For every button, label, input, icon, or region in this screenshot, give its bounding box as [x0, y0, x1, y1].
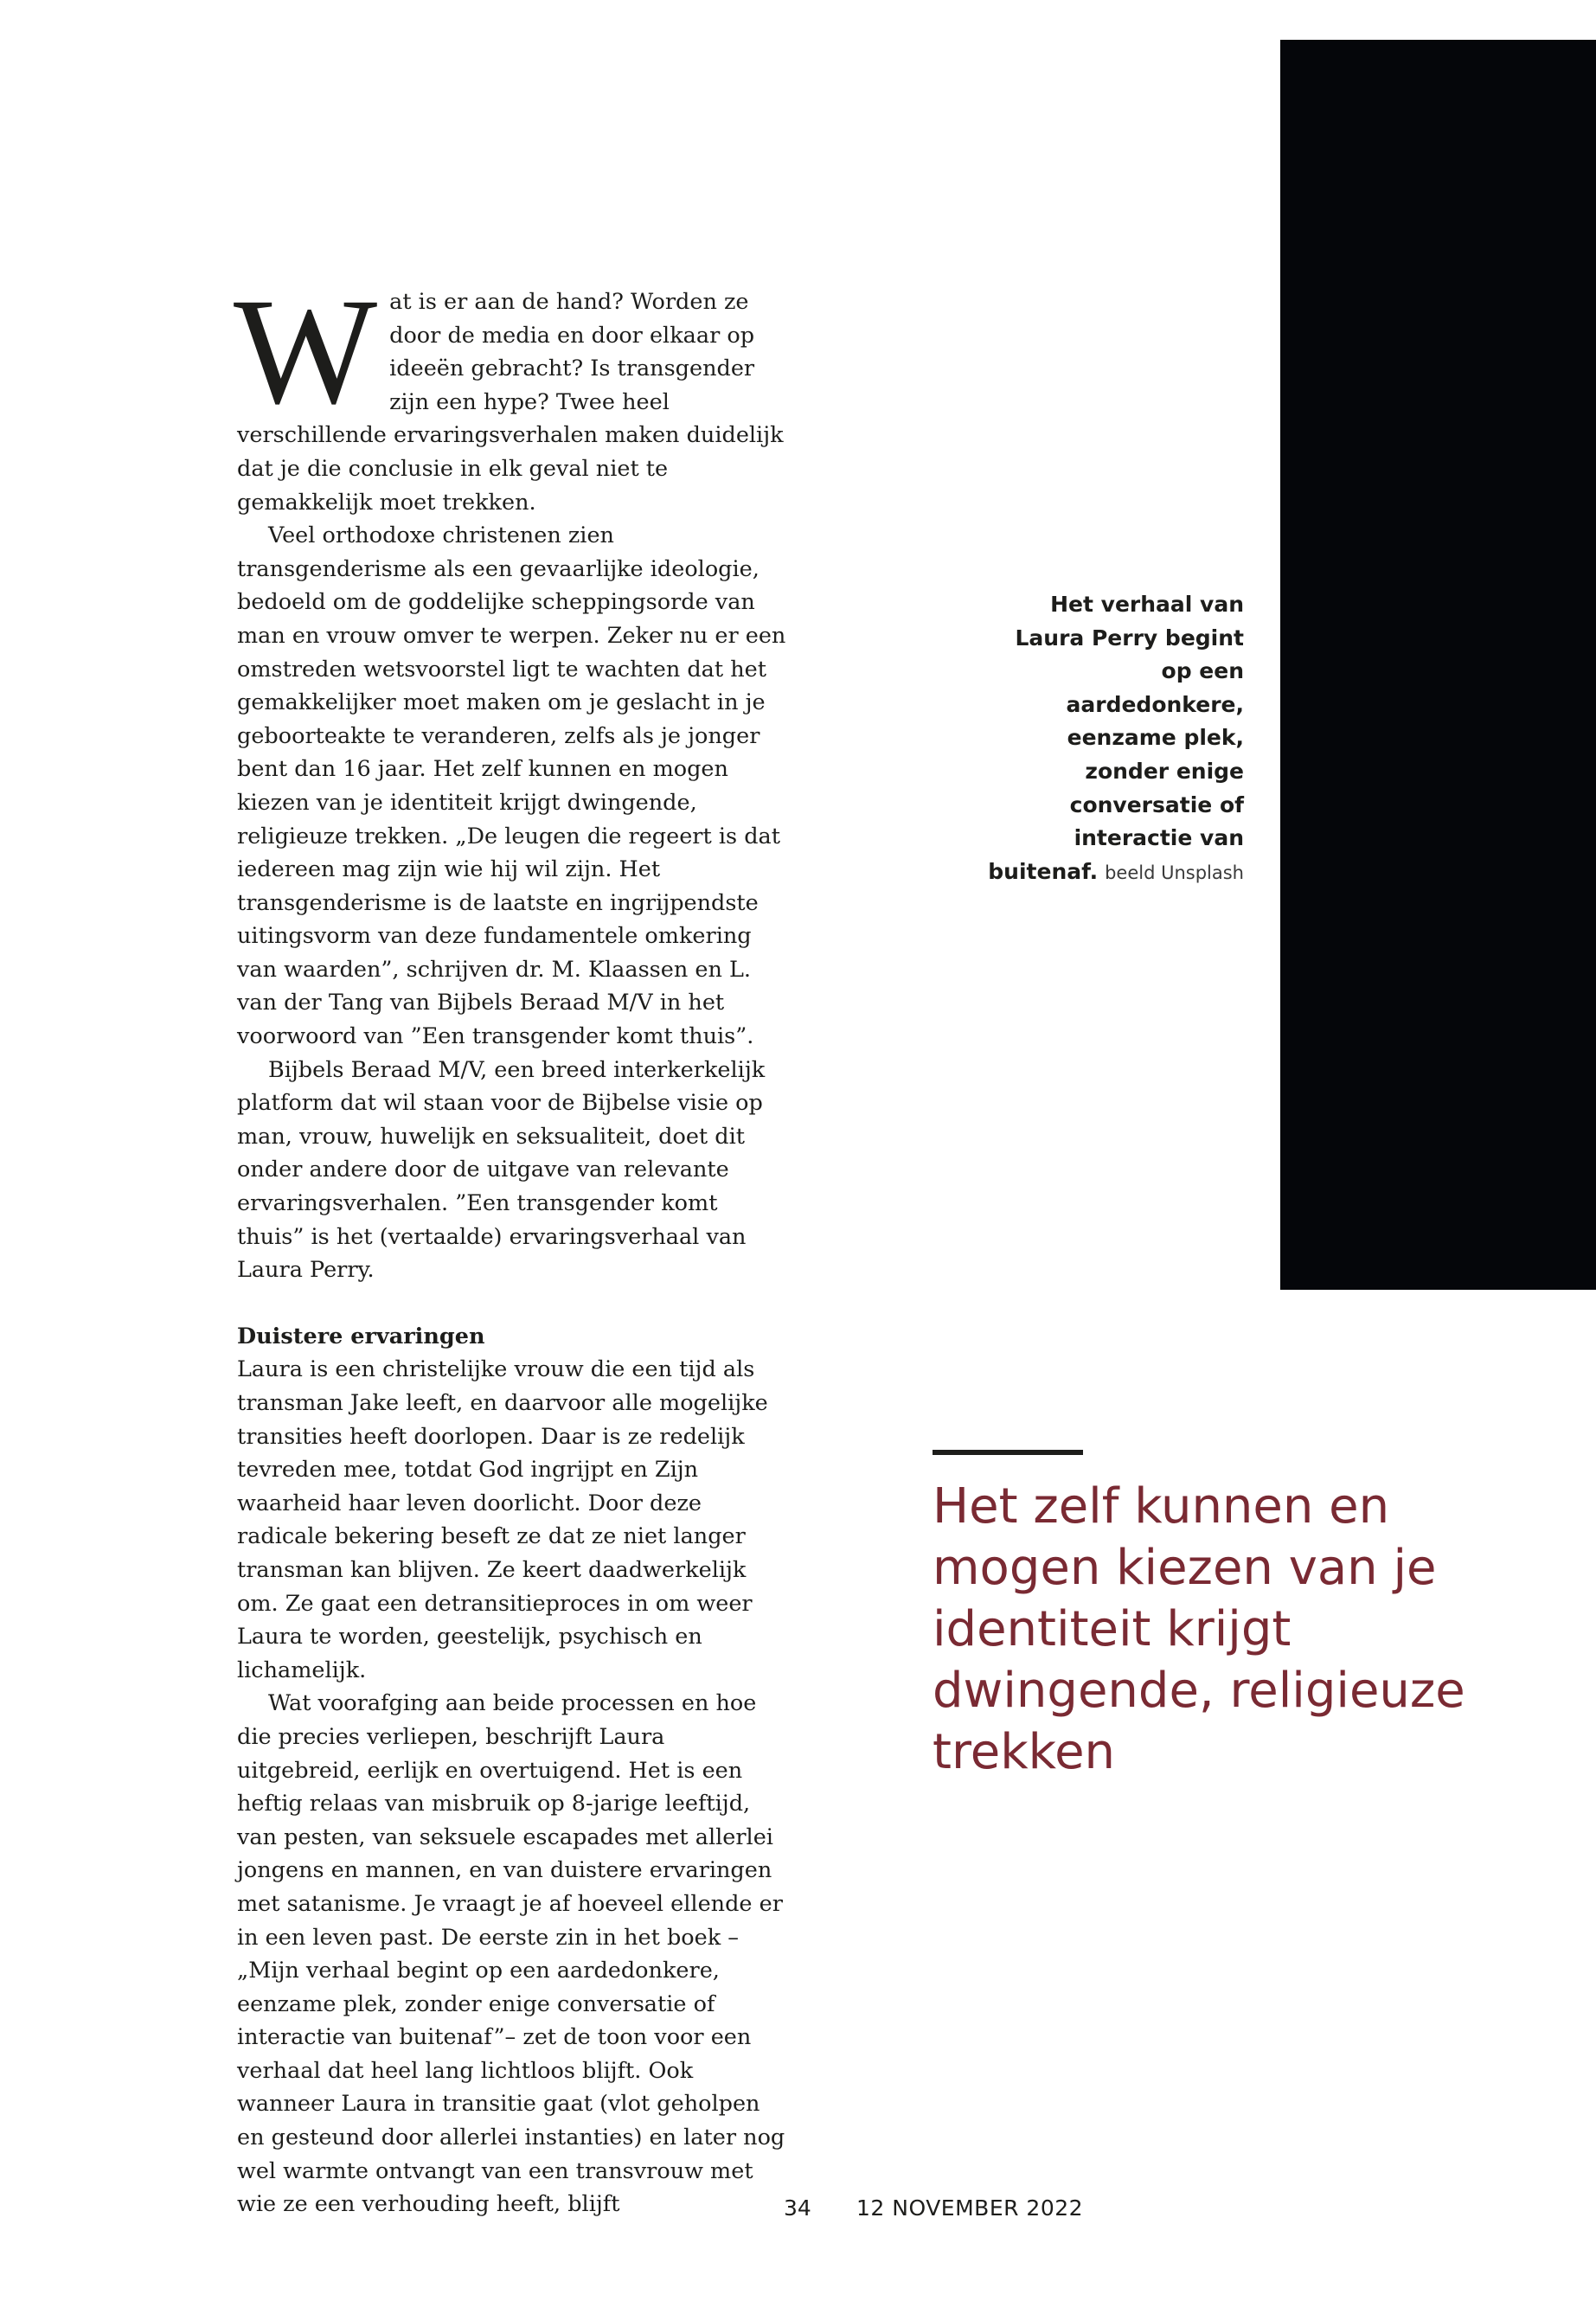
intro-paragraph	[234, 267, 787, 519]
photo-caption	[977, 588, 1244, 889]
pullquote: Het zelf kunnen en mogen kiezen van je identiteit krijgt dwingende, religieuze trekken	[933, 1478, 1465, 1780]
issue-date: 12 NOVEMBER 2022	[856, 2195, 1084, 2221]
paragraph: Veel orthodoxe christenen zien transgenderisme als een gevaarlijke ideologie, bedoeld om de goddelijke scheppingsorde van man en vrouw omver te werpen. Zeker nu er een omstreden wetsvoorstel ligt te wachten dat het gemakkelijker moet maken om je geslacht in je geboorteakte te veranderen, zelfs als je jonger bent dan 16 jaar. Het zelf kunnen en mogen kiezen van je identiteit krijgt dwingende, religieuze trekken. „De leugen die regeert is dat iedereen mag zijn wie hij wil zijn. Het transgenderisme is de laatste en ingrijpendste uitingsvorm van deze fundamentele omkering van waarden”, schrijven dr. M. Klaassen en L. van der Tang van Bijbels Beraad M/V in het voorwoord van ”Een transgender komt thuis”.	[237, 522, 786, 1050]
paragraph: Bijbels Beraad M/V, een breed interkerkelijk platform dat wil staan voor de Bijbelse visie op man, vrouw, huwelijk en seksualiteit, doet dit onder andere door de uitgave van relevante ervaringsverhalen. ”Een transgender komt thuis” is het (vertaalde) ervaringsverhaal van Laura Perry.	[237, 1056, 766, 1284]
intro-text: at is er aan de hand? Worden ze door de media en door elkaar op ideeën gebracht? Is transgender zijn een hype? Twee heel verschillende ervaringsverhalen maken duidelijk dat je die conclusie in elk geval niet te gemakkelijk moet trekken.	[237, 289, 784, 516]
photo-placeholder	[1280, 40, 1596, 1290]
page-number: 34	[784, 2195, 811, 2221]
pullquote-rule	[933, 1450, 1083, 1455]
article-body	[234, 267, 787, 2221]
drop-cap: W	[234, 267, 378, 436]
section-heading: Duistere ervaringen	[237, 1323, 485, 1349]
caption-text: Het verhaal van Laura Perry begint op een aardedonkere, eenzame plek, zonder enige conversatie of interactie van buitenaf.	[988, 592, 1244, 884]
paragraph: Laura is een christelijke vrouw die een tijd als transman Jake leeft, en daarvoor alle mogelijke transities heeft doorlopen. Daar is ze redelijk tevreden mee, totdat God ingrijpt en Zijn waarheid haar leven doorlicht. Door deze radicale bekering beseft ze dat ze niet langer transman kan blijven. Ze keert daadwerkelijk om. Ze gaat een detransitieproces in om weer Laura te worden, geestelijk, psychisch en lichamelijk.	[237, 1356, 768, 1683]
photo-credit: beeld Unsplash	[1105, 862, 1244, 883]
paragraph: Wat voorafging aan beide processen en hoe die precies verliepen, beschrijft Laura uitgebreid, eerlijk en overtuigend. Het is een heftig relaas van misbruik op 8-jarige leeftijd, van pesten, van seksuele escapades met allerlei jongens en mannen, en van duistere ervaringen met satanisme. Je vraagt je af hoeveel ellende er in een leven past. De eerste zin in het boek –„Mijn verhaal begint op een aardedonkere, eenzame plek, zonder enige conversatie of interactie van buitenaf”– zet de toon voor een verhaal dat heel lang lichtloos blijft. Ook wanneer Laura in transitie gaat (vlot geholpen en gesteund door allerlei instanties) en later nog wel warmte ontvangt van een transvrouw met wie ze een verhouding heeft, blijft	[237, 1690, 785, 2218]
